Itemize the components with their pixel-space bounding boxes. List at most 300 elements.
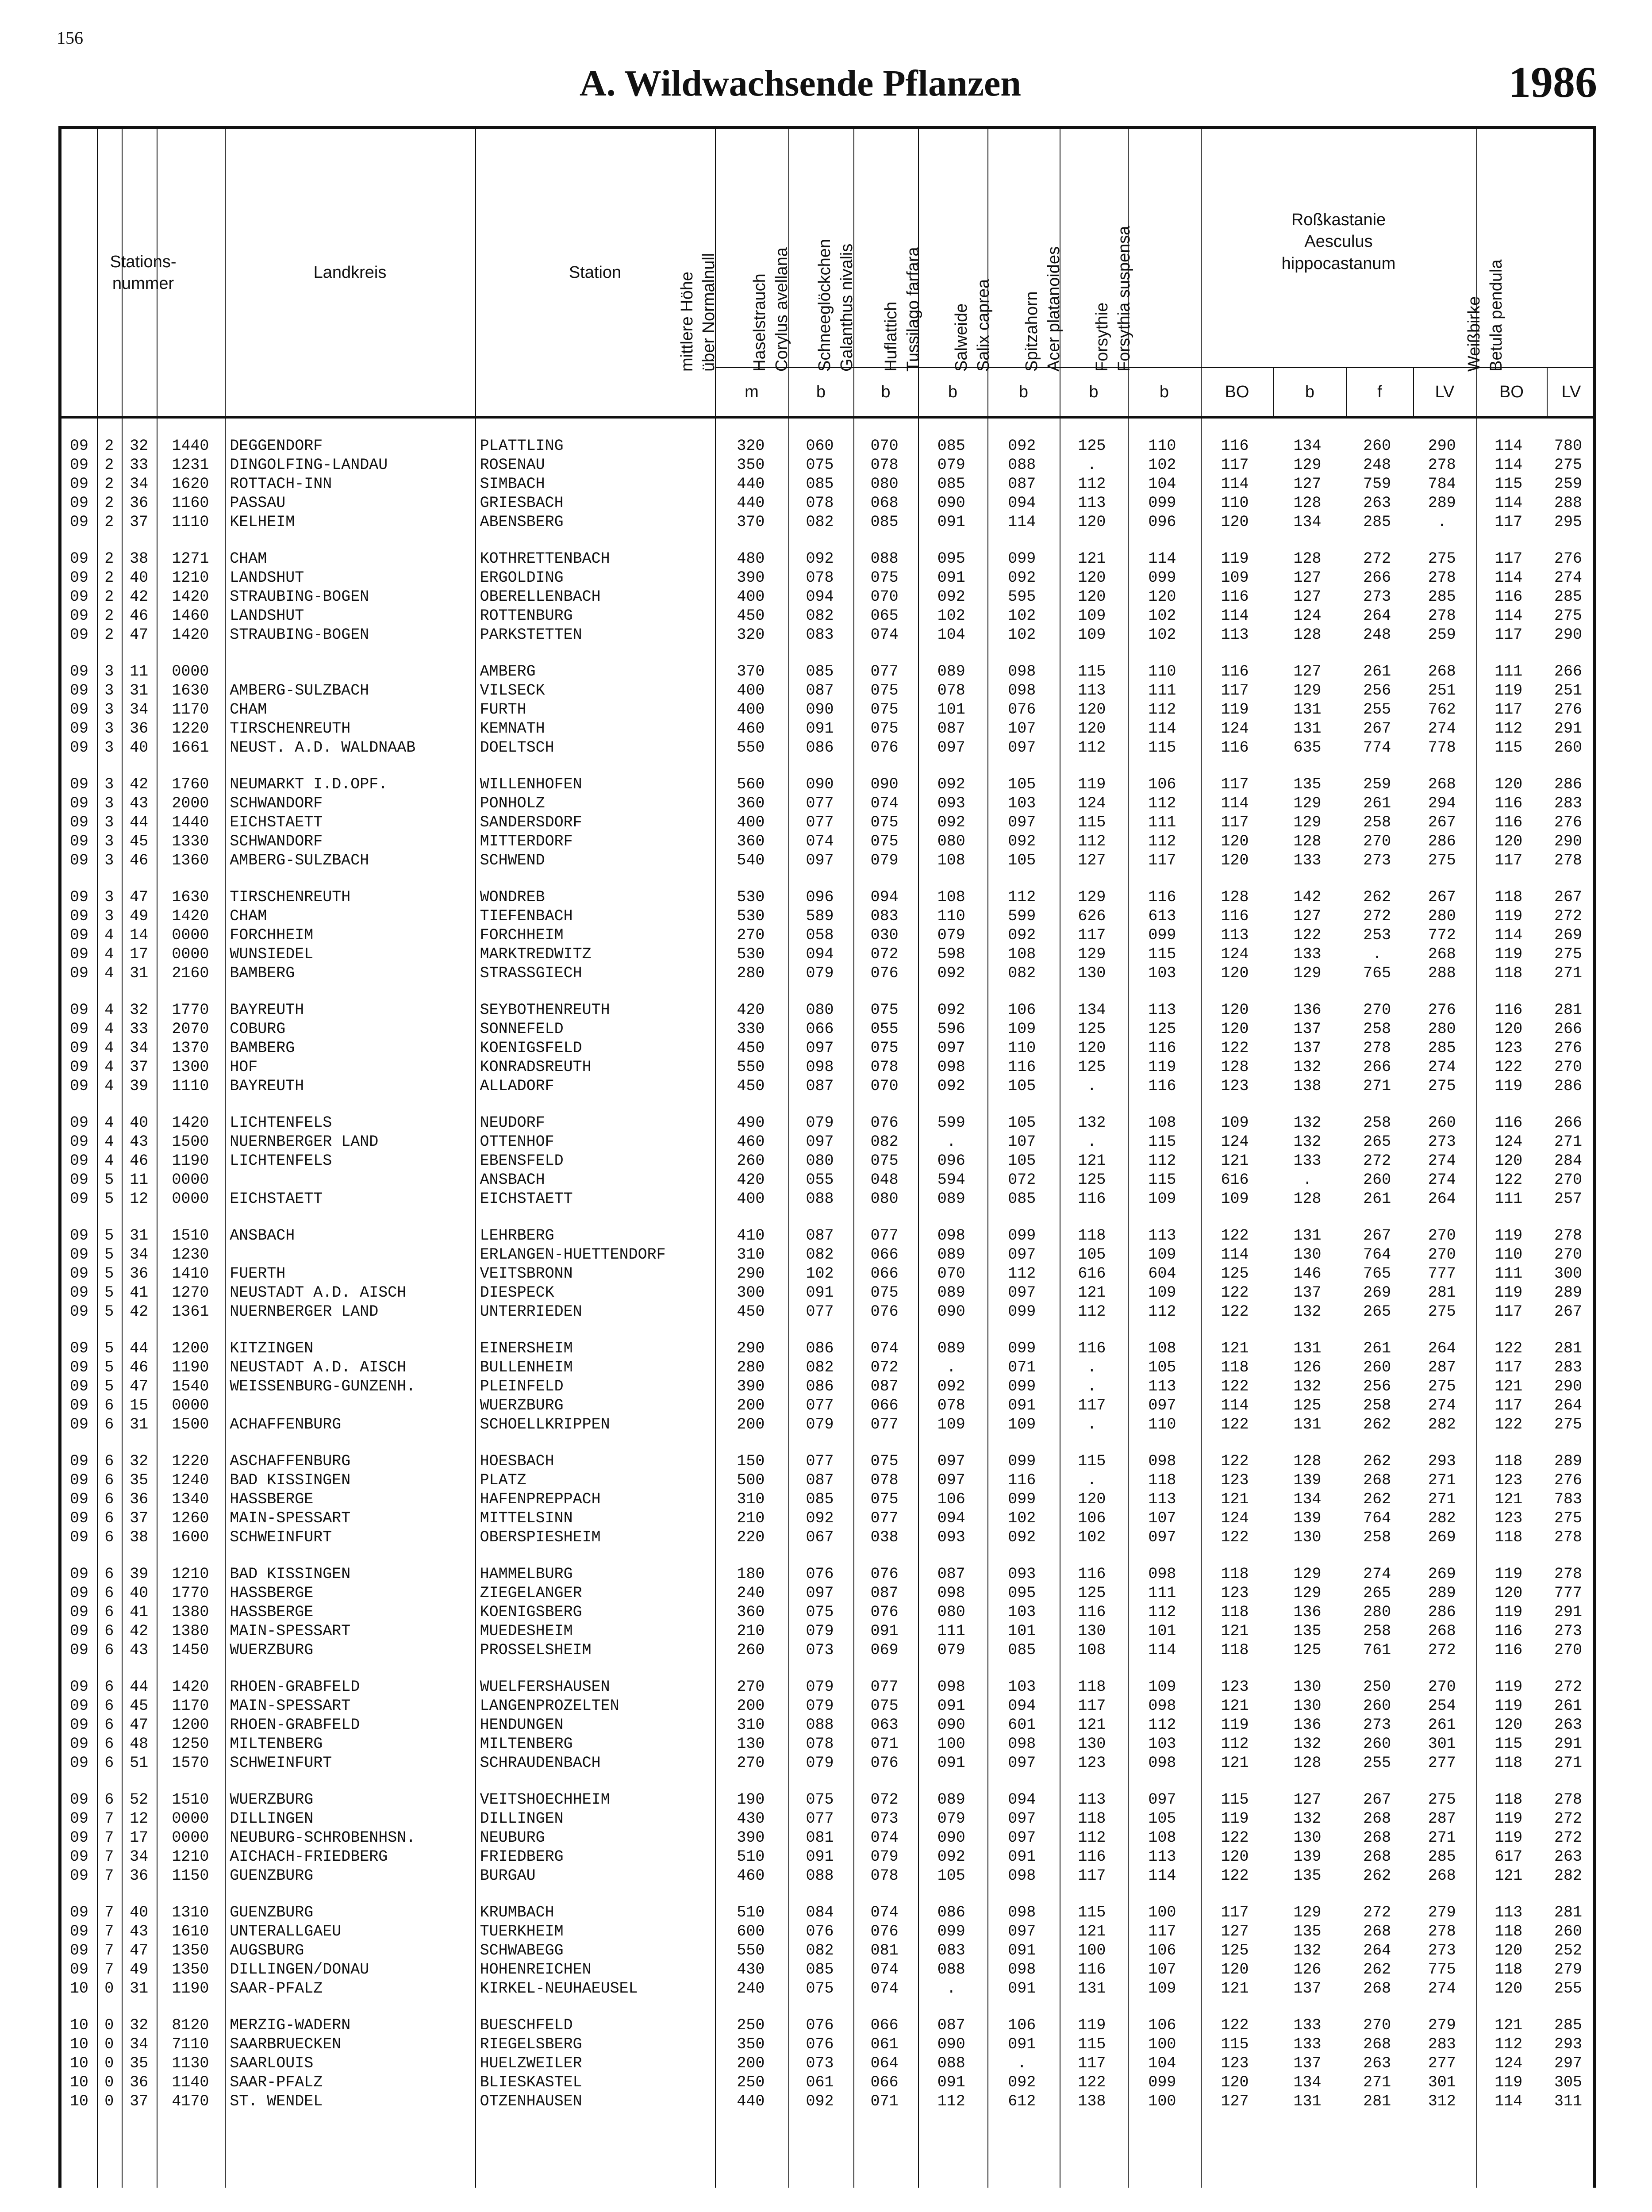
coltsfoot-cell: 111	[937, 1622, 965, 1640]
station-code-cell: 1190	[172, 1980, 209, 1997]
chestnut-f-cell: 271	[1363, 2074, 1391, 2091]
birch-bo-cell: 117	[1494, 1397, 1523, 1414]
chestnut-lv-cell: 286	[1428, 833, 1456, 850]
willow-cell: 095	[1008, 1584, 1036, 1602]
willow-cell: 103	[1008, 1678, 1036, 1696]
snowdrop-cell: 071	[870, 2093, 899, 2110]
birch-lv-cell: 286	[1554, 776, 1583, 793]
elevation-cell: 410	[737, 1227, 765, 1244]
birch-lv-cell: 278	[1554, 1227, 1583, 1244]
hazel-cell: 055	[806, 1171, 834, 1189]
maple-cell: 112	[1078, 475, 1106, 493]
elevation-cell: 400	[737, 814, 765, 831]
district-code-cell: 37	[130, 1509, 149, 1527]
chestnut-b-cell: 127	[1293, 475, 1322, 493]
state-code-cell: 10	[69, 2016, 88, 2034]
district-code-cell: 36	[130, 494, 149, 512]
district-name-cell: BAMBERG	[230, 1039, 295, 1057]
snowdrop-cell: 075	[870, 833, 899, 850]
table-row	[61, 1020, 1593, 1039]
district-code-cell: 45	[130, 1697, 149, 1715]
district-name-cell: SCHWEINFURT	[230, 1528, 332, 1546]
coltsfoot-cell: 097	[937, 739, 965, 757]
chestnut-b-cell: 142	[1293, 888, 1322, 906]
birch-lv-cell: 291	[1554, 1735, 1583, 1753]
snowdrop-cell: 065	[870, 607, 899, 625]
district-code-cell: 37	[130, 2093, 149, 2110]
elevation-cell: 320	[737, 437, 765, 455]
station-name-cell: ERGOLDING	[480, 569, 564, 587]
station-name-cell: AMBERG	[480, 663, 536, 680]
state-code-cell: 09	[69, 1452, 88, 1470]
birch-bo-cell: 116	[1494, 588, 1523, 606]
maple-cell: 121	[1078, 1923, 1106, 1940]
chestnut-f-cell: 260	[1363, 1735, 1391, 1753]
birch-bo-cell: 119	[1494, 682, 1523, 699]
elevation-cell: 450	[737, 1077, 765, 1095]
snowdrop-cell: 075	[870, 682, 899, 699]
station-code-cell: 1420	[172, 588, 209, 606]
region-code-cell: 6	[104, 1416, 114, 1433]
chestnut-bo-cell: 118	[1221, 1603, 1249, 1621]
table-row	[61, 1979, 1593, 1998]
district-name-cell: ACHAFFENBURG	[230, 1416, 342, 1433]
willow-cell: 097	[1008, 739, 1036, 757]
willow-cell: 091	[1008, 1848, 1036, 1866]
station-code-cell: 1661	[172, 739, 209, 757]
coltsfoot-cell: 079	[937, 1810, 965, 1828]
forsythia-cell: 120	[1148, 588, 1176, 606]
forsythia-cell: 113	[1148, 1848, 1176, 1866]
chestnut-f-cell: 258	[1363, 1397, 1391, 1414]
chestnut-b-cell: 132	[1293, 1942, 1322, 1959]
willow-cell: 116	[1008, 1058, 1036, 1076]
chestnut-f-cell: 264	[1363, 607, 1391, 625]
chestnut-b-cell: 138	[1293, 1077, 1322, 1095]
chestnut-bo-cell: 114	[1221, 1246, 1249, 1263]
district-code-cell: 45	[130, 833, 149, 850]
birch-lv-cell: 266	[1554, 1114, 1583, 1132]
willow-cell: 595	[1008, 588, 1036, 606]
district-code-cell: 33	[130, 456, 149, 474]
chestnut-bo-cell: 127	[1221, 1923, 1249, 1940]
chestnut-bo-cell: 123	[1221, 2055, 1249, 2072]
district-code-cell: 31	[130, 682, 149, 699]
birch-bo-cell: 119	[1494, 1603, 1523, 1621]
snowdrop-cell: 066	[870, 1265, 899, 1283]
region-code-cell: 4	[104, 1058, 114, 1076]
station-code-cell: 7110	[172, 2035, 209, 2053]
station-name-cell: KOENIGSFELD	[480, 1039, 582, 1057]
willow-cell: 097	[1008, 1754, 1036, 1772]
birch-bo-cell: 117	[1494, 1359, 1523, 1376]
chestnut-f-cell: 258	[1363, 814, 1391, 831]
district-code-cell: 38	[130, 1528, 149, 1546]
station-code-cell: 4170	[172, 2093, 209, 2110]
district-name-cell: ST. WENDEL	[230, 2093, 323, 2110]
birch-lv-cell: 272	[1554, 1829, 1583, 1847]
birch-bo-cell: 119	[1494, 907, 1523, 925]
table-row	[61, 1058, 1593, 1077]
snowdrop-cell: 073	[870, 1810, 899, 1828]
snowdrop-cell: 070	[870, 437, 899, 455]
region-code-cell: 3	[104, 795, 114, 812]
maple-cell: 120	[1078, 513, 1106, 531]
district-code-cell: 17	[130, 945, 149, 963]
hazel-cell: 083	[806, 626, 834, 644]
chestnut-b-cell: 129	[1293, 814, 1322, 831]
forsythia-cell: 105	[1148, 1359, 1176, 1376]
station-code-cell: 0000	[172, 663, 209, 680]
table-row	[61, 1866, 1593, 1886]
birch-bo-cell: 117	[1494, 1303, 1523, 1321]
willow-cell: 098	[1008, 682, 1036, 699]
state-code-cell: 09	[69, 1397, 88, 1414]
forsythia-cell: 108	[1148, 1829, 1176, 1847]
birch-bo-cell: 111	[1494, 663, 1523, 680]
snowdrop-cell: 076	[870, 1923, 899, 1940]
chestnut-lv-cell: 287	[1428, 1810, 1456, 1828]
coltsfoot-cell: 599	[937, 1114, 965, 1132]
elevation-cell: 290	[737, 1340, 765, 1357]
birch-bo-cell: 119	[1494, 1227, 1523, 1244]
chestnut-f-cell: 261	[1363, 1340, 1391, 1357]
region-code-cell: 7	[104, 1923, 114, 1940]
forsythia-cell: 114	[1148, 1867, 1176, 1885]
region-code-cell: 2	[104, 494, 114, 512]
chestnut-lv-cell: 278	[1428, 569, 1456, 587]
station-name-cell: MARKTREDWITZ	[480, 945, 592, 963]
district-code-cell: 36	[130, 1867, 149, 1885]
district-name-cell: HOF	[230, 1058, 258, 1076]
snowdrop-cell: 069	[870, 1641, 899, 1659]
station-name-cell: KEMNATH	[480, 720, 545, 737]
chestnut-b-cell: 139	[1293, 1848, 1322, 1866]
state-code-cell: 09	[69, 1284, 88, 1302]
elevation-cell: 550	[737, 1058, 765, 1076]
elevation-cell: 390	[737, 1378, 765, 1395]
willow-cell: 106	[1008, 1001, 1036, 1019]
snowdrop-cell: 076	[870, 964, 899, 982]
chestnut-bo-cell: 120	[1221, 1001, 1249, 1019]
birch-bo-cell: 120	[1494, 1942, 1523, 1959]
table-row	[61, 851, 1593, 870]
birch-lv-cell: 293	[1554, 2035, 1583, 2053]
elevation-cell: 180	[737, 1565, 765, 1583]
region-code-cell: 5	[104, 1171, 114, 1189]
birch-lv-cell: 260	[1554, 739, 1583, 757]
region-code-cell: 6	[104, 1397, 114, 1414]
chestnut-b-cell: 132	[1293, 1735, 1322, 1753]
hazel-cell: 079	[806, 1416, 834, 1433]
state-code-cell: 09	[69, 1584, 88, 1602]
station-code-cell: 1760	[172, 776, 209, 793]
chestnut-b-cell: 128	[1293, 1190, 1322, 1208]
coltsfoot-cell: 092	[937, 776, 965, 793]
coltsfoot-cell: 089	[937, 1190, 965, 1208]
chestnut-b-cell: 132	[1293, 1058, 1322, 1076]
station-code-cell: 1220	[172, 720, 209, 737]
birch-lv-cell: 783	[1554, 1490, 1583, 1508]
forsythia-cell: 114	[1148, 1641, 1176, 1659]
state-code-cell: 09	[69, 1641, 88, 1659]
chestnut-b-cell: 132	[1293, 1303, 1322, 1321]
willow-cell: 599	[1008, 907, 1036, 925]
district-name-cell	[224, 662, 474, 681]
snowdrop-cell: 078	[870, 1867, 899, 1885]
willow-cell: 072	[1008, 1171, 1036, 1189]
station-code-cell: 0000	[172, 1810, 209, 1828]
district-name-cell: MERZIG-WADERN	[230, 2016, 351, 2034]
station-name-cell: MILTENBERG	[480, 1735, 573, 1753]
station-code-cell: 1600	[172, 1528, 209, 1546]
hazel-cell: 081	[806, 1829, 834, 1847]
forsythia-cell: 108	[1148, 1340, 1176, 1357]
chestnut-f-cell: 258	[1363, 1114, 1391, 1132]
chestnut-bo-cell: 121	[1221, 1340, 1249, 1357]
snowdrop-cell: 087	[870, 1378, 899, 1395]
willow-cell: 076	[1008, 701, 1036, 718]
elevation-cell: 390	[737, 1829, 765, 1847]
district-name-cell: BAYREUTH	[230, 1001, 304, 1019]
table-row	[61, 494, 1593, 513]
chestnut-b-cell: 133	[1293, 945, 1322, 963]
willow-cell: 097	[1008, 1284, 1036, 1302]
birch-lv-cell: 270	[1554, 1641, 1583, 1659]
station-code-cell: 8120	[172, 2016, 209, 2034]
forsythia-cell: 103	[1148, 964, 1176, 982]
hazel-cell: 097	[806, 1584, 834, 1602]
birch-bo-cell: 120	[1494, 1152, 1523, 1170]
region-code-cell: 3	[104, 888, 114, 906]
header-line: über Normalnull	[699, 253, 718, 372]
chestnut-f-cell: 272	[1363, 550, 1391, 568]
elevation-cell: 270	[737, 1678, 765, 1696]
chestnut-bo-cell: 113	[1221, 926, 1249, 944]
maple-cell: 109	[1078, 607, 1106, 625]
birch-bo-cell: 112	[1494, 720, 1523, 737]
elevation-cell: 460	[737, 1133, 765, 1151]
birch-bo-cell: 116	[1494, 1001, 1523, 1019]
district-code-cell: 31	[130, 964, 149, 982]
hazel-cell: 077	[806, 1303, 834, 1321]
region-code-cell: 6	[104, 1641, 114, 1659]
chestnut-lv-cell: 772	[1428, 926, 1456, 944]
coltsfoot-cell: 078	[937, 1397, 965, 1414]
chestnut-bo-cell: 123	[1221, 1584, 1249, 1602]
maple-cell: 116	[1078, 1603, 1106, 1621]
elevation-cell: 190	[737, 1791, 765, 1809]
coltsfoot-cell: 088	[937, 2055, 965, 2072]
elevation-cell: 510	[737, 1904, 765, 1921]
chestnut-bo-cell: 121	[1221, 1980, 1249, 1997]
hazel-cell: 085	[806, 1961, 834, 1978]
station-code-cell: 1570	[172, 1754, 209, 1772]
elevation-cell: 310	[737, 1246, 765, 1263]
willow-cell: 110	[1008, 1039, 1036, 1057]
table-row	[61, 945, 1593, 964]
district-name-cell: NEUMARKT I.D.OPF.	[230, 776, 388, 793]
willow-cell: 071	[1008, 1359, 1036, 1376]
willow-cell: 116	[1008, 1471, 1036, 1489]
state-code-cell: 09	[69, 588, 88, 606]
chestnut-lv-cell: 294	[1428, 795, 1456, 812]
chestnut-b-cell: 137	[1293, 1020, 1322, 1038]
snowdrop-cell: 075	[870, 1697, 899, 1715]
coltsfoot-cell: 112	[937, 2093, 965, 2110]
state-code-cell: 09	[69, 1923, 88, 1940]
district-name-cell: BAD KISSINGEN	[230, 1565, 351, 1583]
birch-bo-cell: 121	[1494, 1378, 1523, 1395]
maple-cell: 130	[1078, 1622, 1106, 1640]
chestnut-lv-cell: 274	[1428, 720, 1456, 737]
state-code-cell: 09	[69, 475, 88, 493]
chestnut-f-cell: 774	[1363, 739, 1391, 757]
elevation-cell: 150	[737, 1452, 765, 1470]
hazel-cell: 088	[806, 1867, 834, 1885]
maple-cell: 121	[1078, 1716, 1106, 1734]
coltsfoot-cell: 108	[937, 888, 965, 906]
birch-lv-cell: 295	[1554, 513, 1583, 531]
coltsfoot-cell: 090	[937, 1829, 965, 1847]
station-code-cell: 1110	[172, 513, 209, 531]
forsythia-cell: 112	[1148, 795, 1176, 812]
chestnut-b-cell: 127	[1293, 569, 1322, 587]
chestnut-f-cell: 268	[1363, 1829, 1391, 1847]
region-code-cell: 6	[104, 1735, 114, 1753]
birch-lv-cell: 251	[1554, 682, 1583, 699]
state-code-cell: 09	[69, 776, 88, 793]
region-code-cell: 7	[104, 1810, 114, 1828]
elevation-cell: 240	[737, 1584, 765, 1602]
snowdrop-cell: 075	[870, 569, 899, 587]
elevation-cell: 250	[737, 2016, 765, 2034]
maple-cell: 120	[1078, 1490, 1106, 1508]
maple-cell: 626	[1078, 907, 1106, 925]
chestnut-bo-cell: 122	[1221, 1416, 1249, 1433]
district-name-cell: EICHSTAETT	[230, 814, 323, 831]
region-code-cell: 6	[104, 1603, 114, 1621]
district-name-cell: COBURG	[230, 1020, 286, 1038]
birch-lv-cell: 275	[1554, 607, 1583, 625]
state-code-cell: 09	[69, 1678, 88, 1696]
station-name-cell: TUERKHEIM	[480, 1923, 564, 1940]
coltsfoot-cell: 086	[937, 1904, 965, 1921]
district-name-cell: WEISSENBURG-GUNZENH.	[230, 1378, 416, 1395]
snowdrop-cell: 080	[870, 475, 899, 493]
snowdrop-cell: 066	[870, 2074, 899, 2091]
chestnut-f-cell: 256	[1363, 1378, 1391, 1395]
chestnut-f-cell: 260	[1363, 437, 1391, 455]
station-code-cell: 1270	[172, 1284, 209, 1302]
willow-cell: 097	[1008, 814, 1036, 831]
district-code-cell: 47	[130, 626, 149, 644]
birch-bo-cell: 120	[1494, 1584, 1523, 1602]
district-name-cell: AUGSBURG	[230, 1942, 304, 1959]
district-code-cell: 46	[130, 607, 149, 625]
willow-cell: 102	[1008, 1509, 1036, 1527]
station-code-cell: 1620	[172, 475, 209, 493]
table-row	[61, 1358, 1593, 1377]
maple-cell: 131	[1078, 1980, 1106, 1997]
birch-bo-cell: 119	[1494, 945, 1523, 963]
station-name-cell: PLATTLING	[480, 437, 564, 455]
chestnut-bo-cell: 119	[1221, 701, 1249, 718]
station-code-cell: 0000	[172, 1190, 209, 1208]
district-name-cell: EICHSTAETT	[230, 1190, 323, 1208]
station-code-cell: 1420	[172, 1114, 209, 1132]
forsythia-cell: 109	[1148, 1980, 1176, 1997]
birch-bo-cell: 114	[1494, 569, 1523, 587]
group-spacer	[61, 1209, 1593, 1226]
chestnut-b-cell: 132	[1293, 1133, 1322, 1151]
maple-cell: 116	[1078, 1961, 1106, 1978]
group-spacer	[61, 1998, 1593, 2016]
chestnut-lv-cell: 762	[1428, 701, 1456, 718]
hazel-cell: 086	[806, 1378, 834, 1395]
region-code-cell: 6	[104, 1716, 114, 1734]
snowdrop-cell: 064	[870, 2055, 899, 2072]
table-row	[61, 568, 1593, 588]
coltsfoot-cell: 098	[937, 1678, 965, 1696]
forsythia-cell: 106	[1148, 2016, 1176, 2034]
elevation-cell: 400	[737, 588, 765, 606]
header-line: Betula pendula	[1487, 259, 1506, 372]
state-code-cell: 09	[69, 1058, 88, 1076]
hazel-cell: 091	[806, 1848, 834, 1866]
unit-label: m	[745, 382, 759, 401]
district-code-cell: 42	[130, 776, 149, 793]
district-name-cell: BAMBERG	[230, 964, 295, 982]
chestnut-b-cell: 136	[1293, 1001, 1322, 1019]
table-row	[61, 719, 1593, 738]
coltsfoot-cell: 092	[937, 964, 965, 982]
table-row	[61, 1190, 1593, 1209]
hazel-cell: 085	[806, 475, 834, 493]
chestnut-f-cell: 270	[1363, 2016, 1391, 2034]
willow-cell: 093	[1008, 1565, 1036, 1583]
coltsfoot-cell: 089	[937, 1284, 965, 1302]
snowdrop-cell: 085	[870, 513, 899, 531]
birch-lv-cell: 278	[1554, 852, 1583, 869]
station-code-cell: 1610	[172, 1923, 209, 1940]
region-code-cell: 6	[104, 1584, 114, 1602]
group-spacer	[61, 1096, 1593, 1114]
state-code-cell: 09	[69, 550, 88, 568]
station-code-cell: 2160	[172, 964, 209, 982]
chestnut-b-cell: 130	[1293, 1246, 1322, 1263]
station-name-cell: KIRKEL-NEUHAEUSEL	[480, 1980, 638, 1997]
station-name-cell: BULLENHEIM	[480, 1359, 573, 1376]
region-code-cell: 7	[104, 1942, 114, 1959]
district-name-cell: DILLINGEN/DONAU	[230, 1961, 369, 1978]
coltsfoot-cell: .	[946, 1980, 956, 1997]
state-code-cell: 09	[69, 1152, 88, 1170]
station-name-cell: SANDERSDORF	[480, 814, 582, 831]
region-code-cell: 4	[104, 1020, 114, 1038]
chestnut-lv-cell: 268	[1428, 663, 1456, 680]
table-row	[61, 2016, 1593, 2035]
hazel-cell: 076	[806, 2016, 834, 2034]
station-name-cell: OBERELLENBACH	[480, 588, 601, 606]
station-name-cell: PARKSTETTEN	[480, 626, 582, 644]
chestnut-lv-cell: 267	[1428, 888, 1456, 906]
elevation-cell: 400	[737, 682, 765, 699]
birch-bo-cell: 110	[1494, 1246, 1523, 1263]
state-code-cell: 09	[69, 1848, 88, 1866]
forsythia-cell: 114	[1148, 720, 1176, 737]
chestnut-f-cell: 273	[1363, 852, 1391, 869]
